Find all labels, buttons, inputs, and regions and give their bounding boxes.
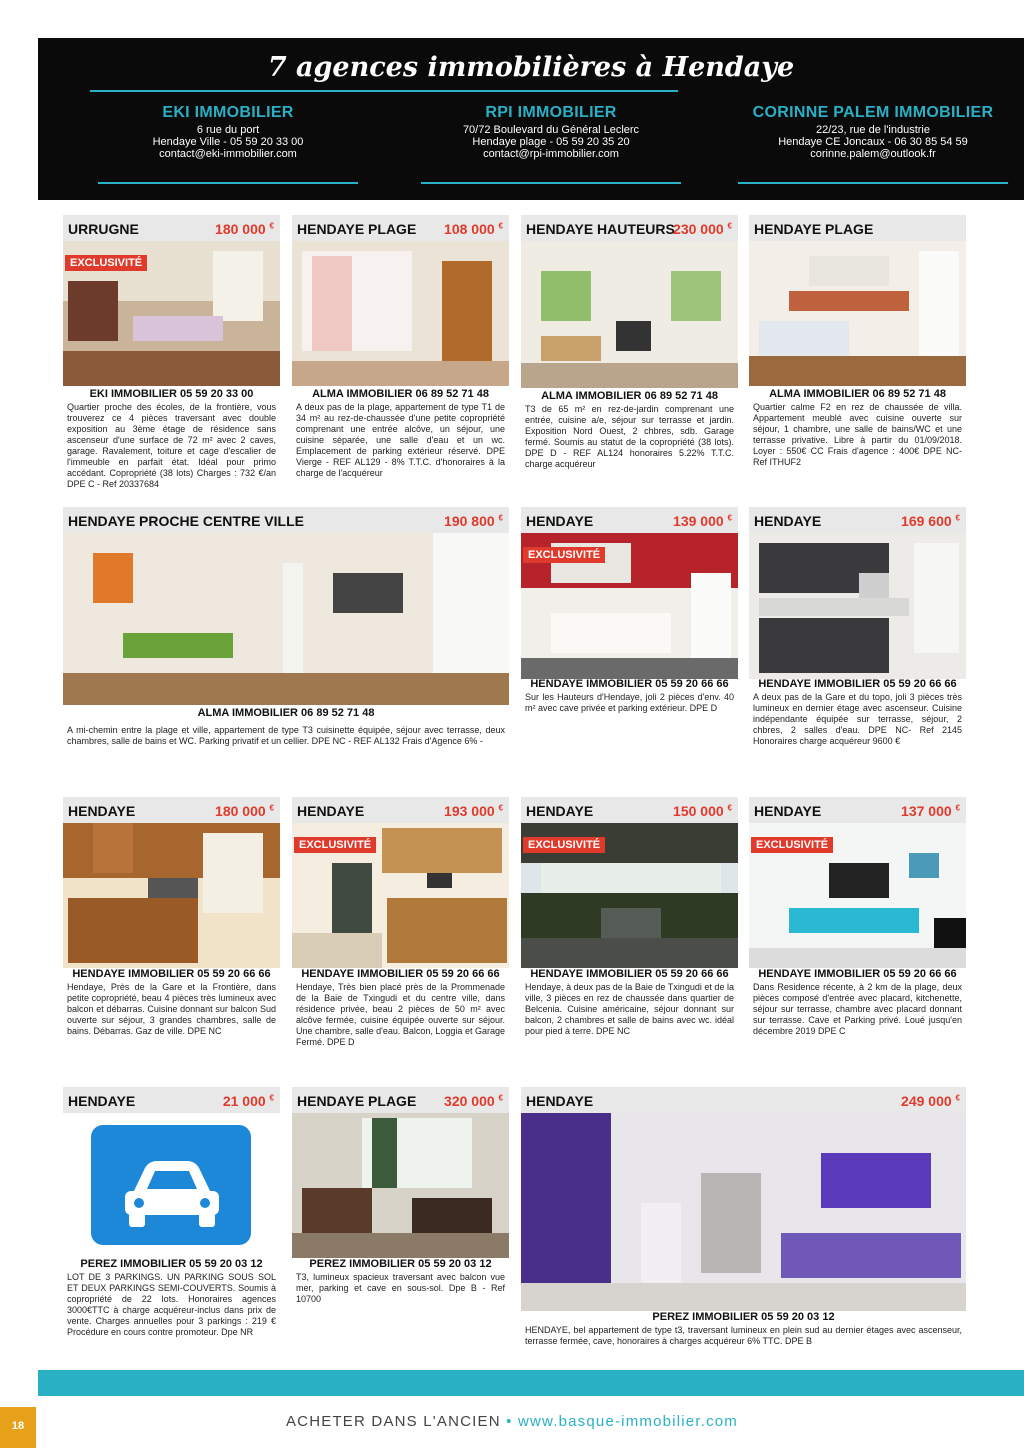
agency-address: 22/23, rue de l'industrie (815, 124, 930, 136)
listing-price: 150 000 € (673, 803, 732, 819)
agency-name: CORINNE PALEM IMMOBILIER (752, 104, 994, 121)
listing-description: HENDAYE, bel appartement de type t3, traversant lumineux en plein sud au dernier étages avec ascenseur, terrasse fermée, cave, honoraires à charges acquéreur 6% TTC. DPE B (525, 1325, 962, 1346)
listing-description: Quartier proche des écoles, de la frontière, vous trouverez ce 4 pièces traversant avec double exposition au 3ème étage de résidence sans ascenseur d'une surface de 72 m² avec 2 caves, garage. Ravalement, toiture et cage d'escalier de l'immeuble en parfait état. Idéal pour primo accédant. Copropriété (38 lots) Charges : 732 €/an DPE C - Ref 20337684 (67, 402, 276, 489)
listing-agent: PEREZ IMMOBILIER 05 59 20 03 12 (309, 1258, 492, 1270)
listing-agent: HENDAYE IMMOBILIER 05 59 20 66 66 (758, 678, 957, 690)
listing-card[interactable] (521, 507, 738, 777)
listing-price: 320 000 € (444, 1093, 503, 1109)
listing-photo (521, 241, 738, 388)
agency-eki (98, 102, 358, 160)
listing-location: URRUGNE (68, 221, 139, 237)
listing-photo (63, 533, 509, 705)
agency-name: EKI IMMOBILIER (162, 104, 294, 121)
listing-agent: EKI IMMOBILIER 05 59 20 33 00 (89, 388, 254, 400)
listing-card[interactable] (749, 507, 966, 777)
listing-location: HENDAYE PROCHE CENTRE VILLE (68, 513, 304, 529)
listing-card[interactable] (292, 215, 509, 495)
listing-price: 139 000 € (673, 513, 732, 529)
listing-card[interactable] (521, 215, 738, 495)
listing-agent: ALMA IMMOBILIER 06 89 52 71 48 (769, 388, 946, 400)
agencies-header (38, 38, 1024, 200)
listing-price: 180 000 € (215, 221, 274, 237)
header-title: 7 agences immobilières à Hendaye (267, 52, 795, 83)
listing-location: HENDAYE (526, 513, 594, 529)
exclusive-badge: EXCLUSIVITÉ (523, 837, 605, 853)
listing-photo (292, 823, 509, 968)
footer (0, 1413, 1024, 1430)
listing-price: 21 000 € (222, 1093, 274, 1109)
agency-address: 70/72 Boulevard du Général Leclerc (462, 124, 640, 136)
listing-location: HENDAYE PLAGE (297, 221, 417, 237)
listing-price: 137 000 € (901, 803, 960, 819)
listing-card[interactable] (292, 797, 509, 1067)
listing-description: Quartier calme F2 en rez de chaussée de villa. Appartement meublé avec cuisine ouverte sur séjour, 1 chambre, une salle de bains/WC et une terrasse privative. Libre à partir du 01/09/2018. Loyer : 550€ CC Frais d'agence : 400€ DPE NC- Ref ITHUF2 (753, 402, 962, 467)
listing-location: HENDAYE (526, 803, 594, 819)
listing-photo (521, 533, 738, 679)
listing-price: 169 600 € (901, 513, 960, 529)
listing-location: HENDAYE PLAGE (754, 221, 874, 237)
listing-price: 190 800 € (444, 513, 503, 529)
agency-phone: Hendaye plage - 05 59 20 35 20 (472, 136, 630, 148)
listing-photo (749, 823, 966, 968)
listing-photo (292, 1113, 509, 1258)
agency-palem (738, 102, 1008, 160)
listing-description: T3, lumineux spacieux traversant avec balcon vue mer, parking et cave en sous-sol. Dpe B - Ref 10700 (296, 1272, 505, 1304)
listing-agent: PEREZ IMMOBILIER 05 59 20 03 12 (80, 1258, 263, 1270)
listing-agent: ALMA IMMOBILIER 06 89 52 71 48 (197, 707, 375, 719)
agency-email[interactable]: corinne.palem@outlook.fr (810, 148, 936, 160)
listing-description: Hendaye, à deux pas de la Baie de Txingudi et de la ville, 3 pièces en rez de chaussée dans quartier de Belcenia. Cuisine américaine, séjour donnant sur balcon, 2 chambres et salle de bains avec wc. idéal pour pied à terre. DPE NC (525, 982, 734, 1036)
listing-photo (749, 533, 966, 679)
listing-price: 180 000 € (215, 803, 274, 819)
listing-photo (521, 1113, 966, 1311)
listing-location: HENDAYE HAUTEURS (526, 221, 675, 237)
listing-description: Dans Residence récente, à 2 km de la plage, deux pièces composé d'entrée avec placard, kitchenette, séjour sur terrasse, chambre avec placard donnant sur terrasse. Cave et Parking privé. Loué jusqu'en décembre 2019 DPE C (753, 982, 962, 1036)
listing-photo (749, 241, 966, 386)
listing-agent: HENDAYE IMMOBILIER 05 59 20 66 66 (758, 968, 957, 980)
listing-description: A deux pas de la Gare et du topo, joli 3 pièces très lumineux en dernier étage avec ascenseur. Cuisine indépendante équipée sur terrasse, séjour, 2 chbres, 2 salles d'eau. DPE NC- Ref 2145 Honoraires charge acquéreur 9600 € (753, 692, 962, 746)
listing-photo (63, 1113, 280, 1258)
bottom-accent-bar (38, 1370, 1024, 1396)
listing-photo (63, 241, 280, 386)
listing-photo (63, 823, 280, 968)
listing-card[interactable] (521, 1087, 966, 1362)
listing-card[interactable] (63, 797, 280, 1067)
listing-location: HENDAYE (68, 1093, 136, 1109)
listing-price: 230 000 € (673, 221, 732, 237)
listing-price: 108 000 € (444, 221, 503, 237)
listing-location: HENDAYE (297, 803, 365, 819)
listing-description: LOT DE 3 PARKINGS. UN PARKING SOUS SOL ET DEUX PARKINGS SEMI-COUVERTS. Soumis à copropriété de 22 lots. Honoraires agences 3000€TTC à charge acquéreur-inclus dans prix de vente. Charges annuelles pour 3 parkings : 219 € Procédure en cours contre promoteur. Dpe NR (67, 1272, 276, 1337)
listing-description: T3 de 65 m² en rez-de-jardin comprenant une entrée, cuisine a/e, séjour sur terrasse et jardin. Exposition Nord Ouest, 2 chbres, sdb. Garage fermé. Soumis au statut de la copropriété (38 lots). DPE D - REF AL124 honoraires 5.22% T.T.C. charge acquéreur (525, 404, 734, 469)
listing-card[interactable] (292, 1087, 509, 1362)
listing-card[interactable] (63, 215, 280, 495)
listing-price: 193 000 € (444, 803, 503, 819)
listing-location: HENDAYE (68, 803, 136, 819)
agency-email[interactable]: contact@eki-immobilier.com (159, 148, 297, 160)
listing-agent: ALMA IMMOBILIER 06 89 52 71 48 (541, 390, 718, 402)
page-number: 18 (0, 1407, 36, 1448)
listing-agent: HENDAYE IMMOBILIER 05 59 20 66 66 (530, 968, 729, 980)
footer-separator: • (506, 1413, 513, 1430)
listing-agent: PEREZ IMMOBILIER 05 59 20 03 12 (652, 1311, 835, 1323)
listing-agent: ALMA IMMOBILIER 06 89 52 71 48 (312, 388, 489, 400)
listing-description: Hendaye, Très bien placé près de la Prommenade de la Baie de Txingudi et du centre ville, dans résidence privée, beau 2 pièces de 50 m² avec alcôve fermée, cuisine équipée ouverte sur séjour. Une chambre, salle d'eau. Balcon, Loggia et Garage Fermé. DPE D (296, 982, 505, 1047)
listing-description: Hendaye, Près de la Gare et la Frontière, dans petite copropriété, beau 4 pièces très lumineux avec balcon et débarras. Cuisine donnant sur balcon Sud ouverte sur séjour, 3 grandes chambres, salle de bains. Débarras. Gaz de ville. DPE NC (67, 982, 276, 1036)
listing-location: HENDAYE (754, 513, 822, 529)
listing-card[interactable] (63, 1087, 280, 1362)
listing-card[interactable] (63, 507, 509, 777)
listing-card[interactable] (521, 797, 738, 1067)
exclusive-badge: EXCLUSIVITÉ (65, 255, 147, 271)
agency-name: RPI IMMOBILIER (485, 104, 617, 121)
listing-location: HENDAYE (754, 803, 822, 819)
agency-phone: Hendaye CE Joncaux - 06 30 85 54 59 (778, 136, 968, 148)
listing-description: A mi-chemin entre la plage et ville, appartement de type T3 cuisinette équipée, séjour avec terrasse, deux chambres, salle de bains et WC. Parking privatif et un cellier. DPE NC - REF AL132 Frais d'Agence 6% - (67, 725, 505, 746)
car-icon (63, 1113, 280, 1258)
listing-agent: HENDAYE IMMOBILIER 05 59 20 66 66 (72, 968, 271, 980)
footer-url[interactable]: www.basque-immobilier.com (517, 1413, 739, 1430)
agency-rule (98, 182, 358, 184)
listing-photo (521, 823, 738, 968)
listing-agent: HENDAYE IMMOBILIER 05 59 20 66 66 (301, 968, 500, 980)
listing-description: A deux pas de la plage, appartement de type T1 de 34 m² au rez-de-chaussée d'une petite copropriété comprenant une entrée alcôve, un séjour, une cuisine séparée, une salle d'eau et un wc. Emplacement de parking extérieur réservé. DPE Vierge - REF AL129 - 8% T.T.C. d'honoraires à la charge de l'acquéreur (296, 402, 505, 478)
agency-address: 6 rue du port (196, 124, 260, 136)
agency-rule (738, 182, 1008, 184)
exclusive-badge: EXCLUSIVITÉ (294, 837, 376, 853)
listing-price: 249 000 € (901, 1093, 960, 1109)
listing-description: Sur les Hauteurs d'Hendaye, joli 2 pièces d'env. 40 m² avec cave privée et parking extérieur. DPE D (525, 692, 734, 713)
listing-location: HENDAYE (526, 1093, 594, 1109)
agency-rpi (421, 102, 681, 160)
agency-email[interactable]: contact@rpi-immobilier.com (483, 148, 619, 160)
exclusive-badge: EXCLUSIVITÉ (523, 547, 605, 563)
footer-title: ACHETER DANS L'ANCIEN (285, 1413, 501, 1430)
listing-agent: HENDAYE IMMOBILIER 05 59 20 66 66 (530, 678, 729, 690)
agency-phone: Hendaye Ville - 05 59 20 33 00 (152, 136, 304, 148)
exclusive-badge: EXCLUSIVITÉ (751, 837, 833, 853)
listing-photo (292, 241, 509, 386)
listing-card[interactable] (749, 797, 966, 1067)
listing-card[interactable] (749, 215, 966, 495)
header-rule (90, 90, 678, 92)
listing-location: HENDAYE PLAGE (297, 1093, 417, 1109)
agency-rule (421, 182, 681, 184)
